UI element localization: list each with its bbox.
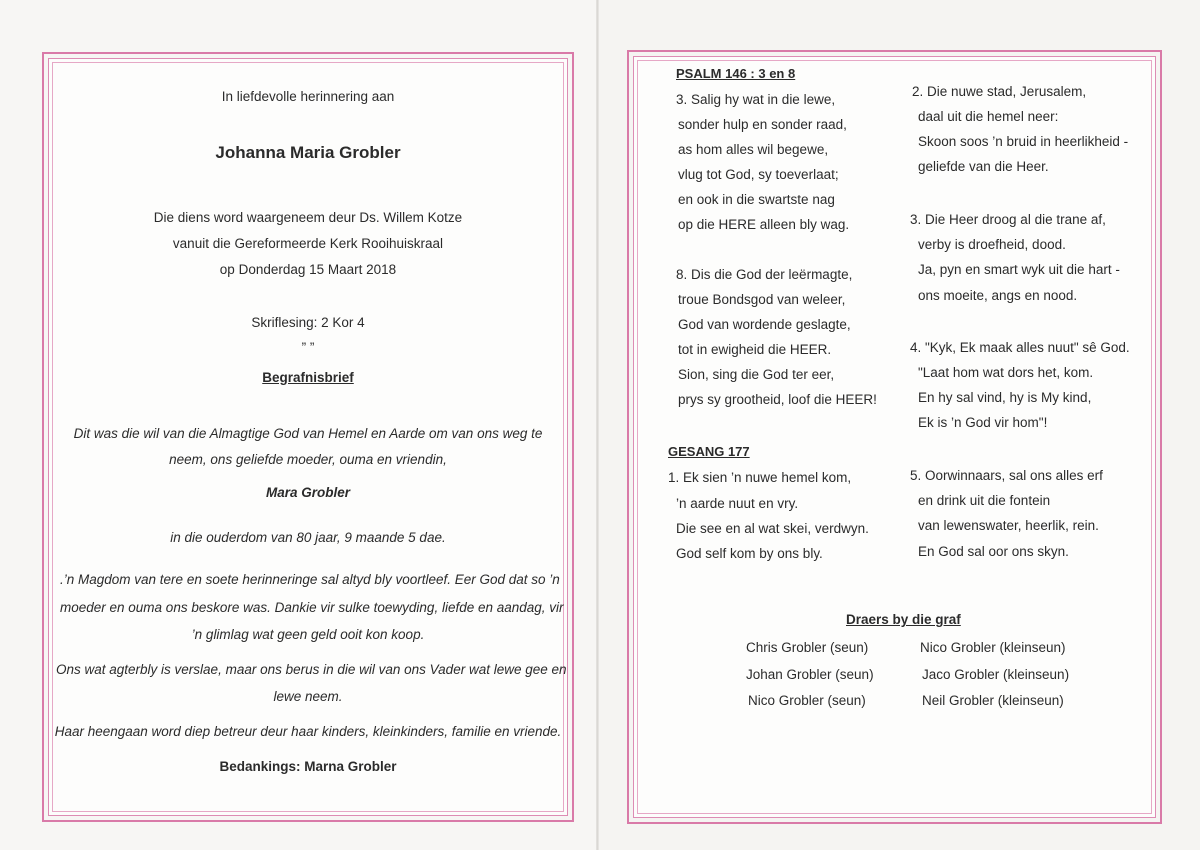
letter-para2-line2: moeder en ouma ons beskore was. Dankie vir sulke toewyding, liefde en aandag, vir (60, 600, 564, 615)
gesang-heading: GESANG 177 (668, 444, 750, 459)
letter-para1-line1: Dit was die wil van die Almagtige God van Hemel en Aarde om van ons weg te (73, 426, 543, 441)
letter-heading: Begrafnisbrief (262, 370, 354, 385)
gesang-v1-line2: ’n aarde nuut en vry. (676, 496, 799, 511)
age-text: in die ouderdom van 80 jaar, 9 maande 5 dae. (170, 530, 446, 545)
gesang-v1-line1: 1. Ek sien ’n nuwe hemel kom, (668, 470, 852, 485)
scripture-ditto: ” ” (301, 340, 315, 355)
psalm-v8-line2: troue Bondsgod van weleer, (678, 292, 846, 307)
deceased-name: Johanna Maria Grobler (215, 143, 401, 162)
scripture-reading: Skriflesing: 2 Kor 4 (251, 315, 365, 330)
psalm-v8-line1: 8. Dis die God der leërmagte, (676, 267, 853, 282)
letter-para1-line2: neem, ons geliefde moeder, ouma en vriendin, (169, 452, 447, 467)
gesang-v5-line3: van lewenswater, heerlik, rein. (918, 518, 1099, 533)
psalm-v3-line1: 3. Salig hy wat in die lewe, (676, 92, 836, 107)
thanks-line: Bedankings: Marna Grobler (219, 759, 397, 774)
psalm-v3-line3: as hom alles wil begewe, (678, 142, 829, 157)
psalm-v3-line2: sonder hulp en sonder raad, (678, 117, 847, 132)
letter-para2-line3: ’n glimlag wat geen geld ooit kon koop. (191, 627, 425, 642)
mara-name: Mara Grobler (265, 485, 351, 500)
intro-text: In liefdevolle herinnering aan (221, 89, 395, 104)
gesang-v3-line1: 3. Die Heer droog al die trane af, (910, 212, 1106, 227)
gesang-v2-line1: 2. Die nuwe stad, Jerusalem, (912, 84, 1087, 99)
gesang-v2-line3: Skoon soos ’n bruid in heerlikheid - (918, 134, 1129, 149)
psalm-v8-line4: tot in ewigheid die HEER. (678, 342, 832, 357)
bearer-left-3: Nico Grobler (seun) (748, 693, 866, 708)
service-line-3: op Donderdag 15 Maart 2018 (219, 262, 397, 277)
bearer-left-2: Johan Grobler (seun) (746, 667, 874, 682)
gesang-v2-line4: geliefde van die Heer. (918, 159, 1049, 174)
bearer-right-2: Jaco Grobler (kleinseun) (922, 667, 1070, 682)
bearer-right-3: Neil Grobler (kleinseun) (922, 693, 1064, 708)
gesang-v4-line4: Ek is ’n God vir hom"! (918, 415, 1048, 430)
bearer-right-1: Nico Grobler (kleinseun) (920, 640, 1066, 655)
letter-para3-line1: Ons wat agterbly is verslae, maar ons berus in die wil van ons Vader wat lewe gee en (56, 662, 567, 677)
gesang-v5-line1: 5. Oorwinnaars, sal ons alles erf (910, 468, 1103, 483)
gesang-v4-line3: En hy sal vind, hy is My kind, (918, 390, 1092, 405)
psalm-v8-line6: prys sy grootheid, loof die HEER! (678, 392, 877, 407)
gesang-v4-line1: 4. "Kyk, Ek maak alles nuut" sê God. (910, 340, 1130, 355)
page-fold (596, 0, 599, 850)
gesang-v1-line4: God self kom by ons bly. (676, 546, 823, 561)
bearer-left-1: Chris Grobler (seun) (746, 640, 869, 655)
gesang-v3-line3: Ja, pyn en smart wyk uit die hart - (918, 262, 1120, 277)
letter-para4: Haar heengaan word diep betreur deur haar kinders, kleinkinders, familie en vriende. (54, 724, 562, 739)
psalm-v8-line5: Sion, sing die God ter eer, (678, 367, 835, 382)
psalm-v3-line4: vlug tot God, sy toeverlaat; (678, 167, 839, 182)
gesang-v2-line2: daal uit die hemel neer: (918, 109, 1059, 124)
gesang-v3-line2: verby is droefheid, dood. (918, 237, 1066, 252)
gesang-v5-line4: En God sal oor ons skyn. (918, 544, 1069, 559)
service-line-1: Die diens word waargeneem deur Ds. Willem Kotze (153, 210, 463, 225)
gesang-v4-line2: "Laat hom wat dors het, kom. (918, 365, 1094, 380)
service-line-2: vanuit die Gereformeerde Kerk Rooihuiskraal (172, 236, 444, 251)
letter-para3-line2: lewe neem. (273, 689, 343, 704)
psalm-v8-line3: God van wordende geslagte, (678, 317, 851, 332)
psalm-v3-line5: en ook in die swartste nag (678, 192, 835, 207)
psalm-v3-line6: op die HERE alleen bly wag. (678, 217, 850, 232)
gesang-v5-line2: en drink uit die fontein (918, 493, 1051, 508)
bearers-heading: Draers by die graf (846, 612, 961, 627)
gesang-v1-line3: Die see en al wat skei, verdwyn. (676, 521, 869, 536)
letter-para2-line1: .’n Magdom van tere en soete herinneringe sal altyd bly voortleef. Eer God dat so ’n (60, 572, 560, 587)
psalm-heading: PSALM 146 : 3 en 8 (676, 66, 796, 81)
gesang-v3-line4: ons moeite, angs en nood. (918, 288, 1078, 303)
